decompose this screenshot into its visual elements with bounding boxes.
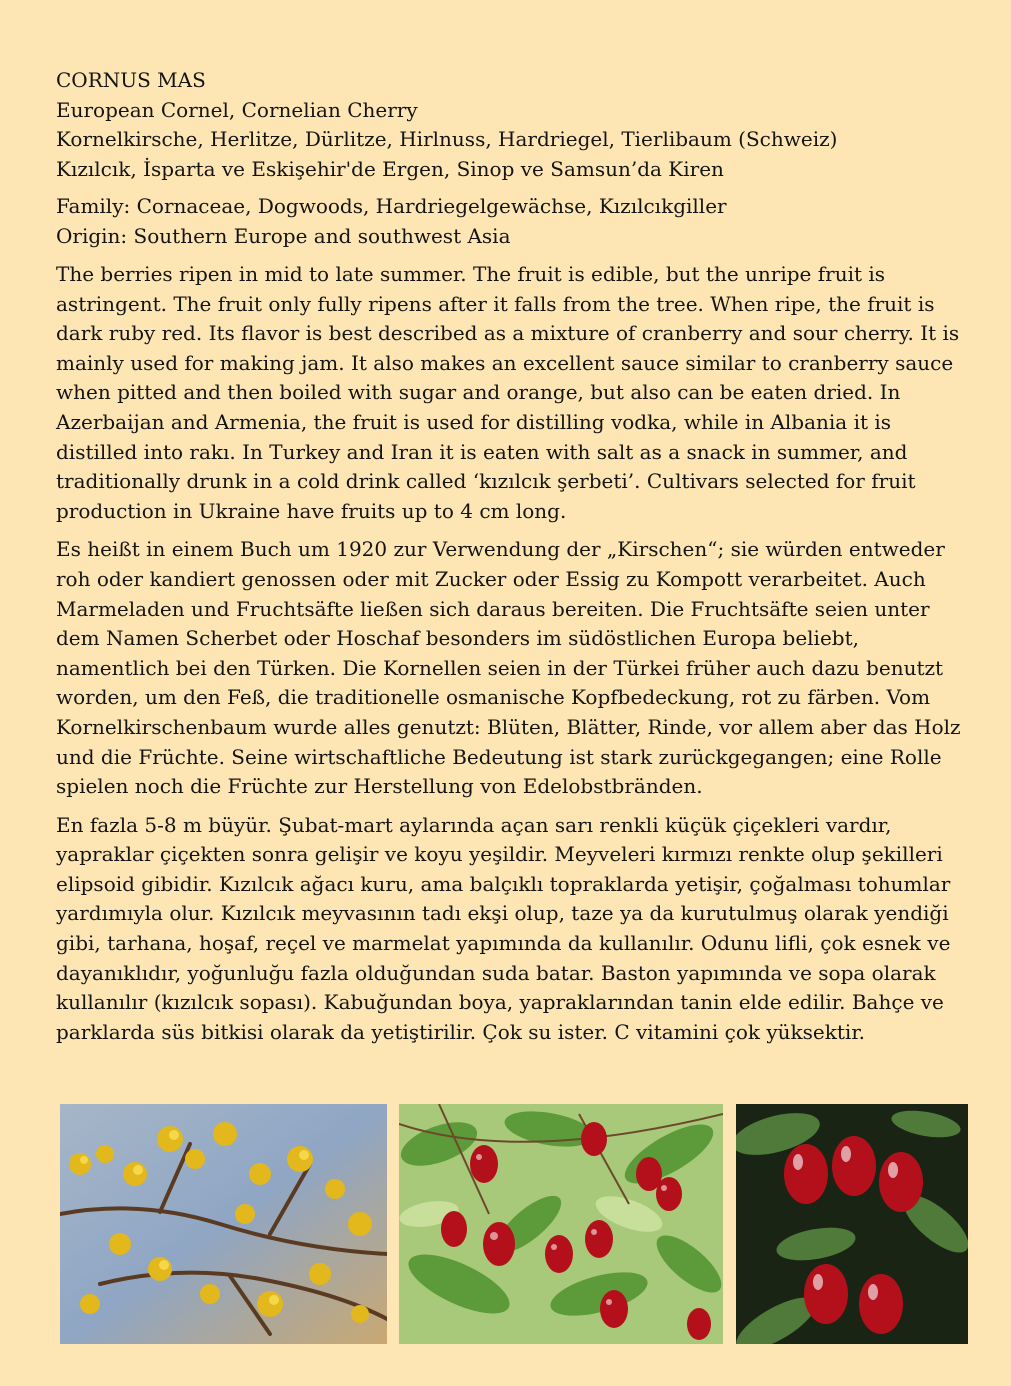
paragraph-line: namentlich bei den Türken. Die Kornellen seien in der Türkei früher auch dazu benutzt [56, 655, 944, 680]
yellow-flowers-icon [60, 1104, 387, 1344]
species-title: CORNUS MAS [56, 68, 206, 92]
red-berries-closeup-icon [736, 1104, 968, 1344]
paragraph-line: dayanıklıdır, yoğunluğu fazla olduğundan suda batar. Baston yapımında ve sopa olarak [56, 960, 936, 985]
paragraph-line: Marmeladen und Fruchtsäfte ließen sich daraus bereiten. Die Fruchtsäfte seien unter [56, 596, 930, 621]
paragraph-line: yapraklar çiçekten sonra gelişir ve koyu yeşildir. Meyveleri kırmızı renkte olup şekilleri [56, 842, 943, 867]
turkish-names: Kızılcık, İsparta ve Eskişehir'de Ergen, Sinop ve Samsun’da Kiren [56, 156, 724, 181]
paragraph-line: parklarda süs bitkisi olarak da yetiştirilir. Çok su ister. C vitamini çok yüksektir. [56, 1019, 866, 1044]
paragraph-line: production in Ukraine have fruits up to 4 cm long. [56, 498, 567, 523]
paragraph-line: Es heißt in einem Buch um 1920 zur Verwendung der „Kirschen“; sie würden entweder [56, 537, 945, 562]
family-line: Family: Cornaceae, Dogwoods, Hardriegelgewächse, Kızılcıkgiller [56, 194, 727, 218]
paragraph-line: roh oder kandiert genossen oder mit Zucker oder Essig zu Kompott verarbeitet. Auch [56, 566, 926, 591]
paragraph-line: Azerbaijan and Armenia, the fruit is used for distilling vodka, while in Albania it is [56, 409, 892, 434]
paragraph-line: yardımıyla olur. Kızılcık meyvasının tadı ekşi olup, taze ya da kurutulmuş olarak yendiği [56, 901, 949, 926]
meta-block [56, 192, 996, 251]
paragraph-line: gibi, tarhana, hoşaf, reçel ve marmelat yapımında da kullanılır. Odunu lifli, çok esnek ve [56, 931, 951, 956]
red-berries-branch-photo [399, 1104, 723, 1344]
origin-line: Origin: Southern Europe and southwest Asia [56, 223, 511, 248]
red-berries-branch-icon [399, 1104, 723, 1344]
name-block [56, 66, 996, 184]
paragraph-line: Kornelkirschenbaum wurde alles genutzt: Blüten, Blätter, Rinde, vor allem aber das Holz [56, 714, 961, 739]
paragraph-line: elipsoid gibidir. Kızılcık ağacı kuru, ama balçıklı topraklarda yetişir, çoğalması tohumlar [56, 871, 951, 896]
red-berries-closeup-photo [736, 1104, 968, 1344]
paragraph-line: distilled into rakı. In Turkey and Iran it is eaten with salt as a snack in summer, and [56, 439, 908, 464]
paragraph-line: spielen noch die Früchte zur Herstellung von Edelobstbränden. [56, 774, 703, 799]
document-page [56, 66, 996, 1056]
paragraph-line: En fazla 5-8 m büyür. Şubat-mart aylarında açan sarı renkli küçük çiçekleri vardır, [56, 812, 892, 837]
turkish-paragraph [56, 811, 996, 1048]
paragraph-line: worden, um den Feß, die traditionelle osmanische Kopfbedeckung, rot zu färben. Vom [56, 685, 931, 710]
german-names: Kornelkirsche, Herlitze, Dürlitze, Hirlnuss, Hardriegel, Tierlibaum (Schweiz) [56, 127, 838, 151]
yellow-flowers-photo [60, 1104, 387, 1344]
paragraph-line: dark ruby red. Its flavor is best described as a mixture of cranberry and sour cherry. It is [56, 321, 960, 346]
paragraph-line: The berries ripen in mid to late summer. The fruit is edible, but the unripe fruit is [56, 262, 886, 286]
paragraph-line: und die Früchte. Seine wirtschaftliche Bedeutung ist stark zurückgegangen; eine Rolle [56, 744, 942, 769]
paragraph-line: mainly used for making jam. It also makes an excellent sauce similar to cranberry sauce [56, 350, 954, 375]
paragraph-line: traditionally drunk in a cold drink called ‘kızılcık şerbeti’. Cultivars selected for fruit [56, 469, 916, 494]
paragraph-line: when pitted and then boiled with sugar and orange, but also can be eaten dried. In [56, 380, 901, 405]
english-names: European Cornel, Cornelian Cherry [56, 97, 418, 122]
paragraph-line: dem Namen Scherbet oder Hoschaf besonders im südöstlichen Europa beliebt, [56, 626, 859, 651]
german-paragraph [56, 535, 996, 801]
paragraph-line: astringent. The fruit only fully ripens after it falls from the tree. When ripe, the fruit is [56, 291, 935, 316]
english-paragraph [56, 260, 996, 526]
paragraph-line: kullanılır (kızılcık sopası). Kabuğundan boya, yapraklarından tanin elde edilir. Bahçe ve [56, 990, 944, 1015]
